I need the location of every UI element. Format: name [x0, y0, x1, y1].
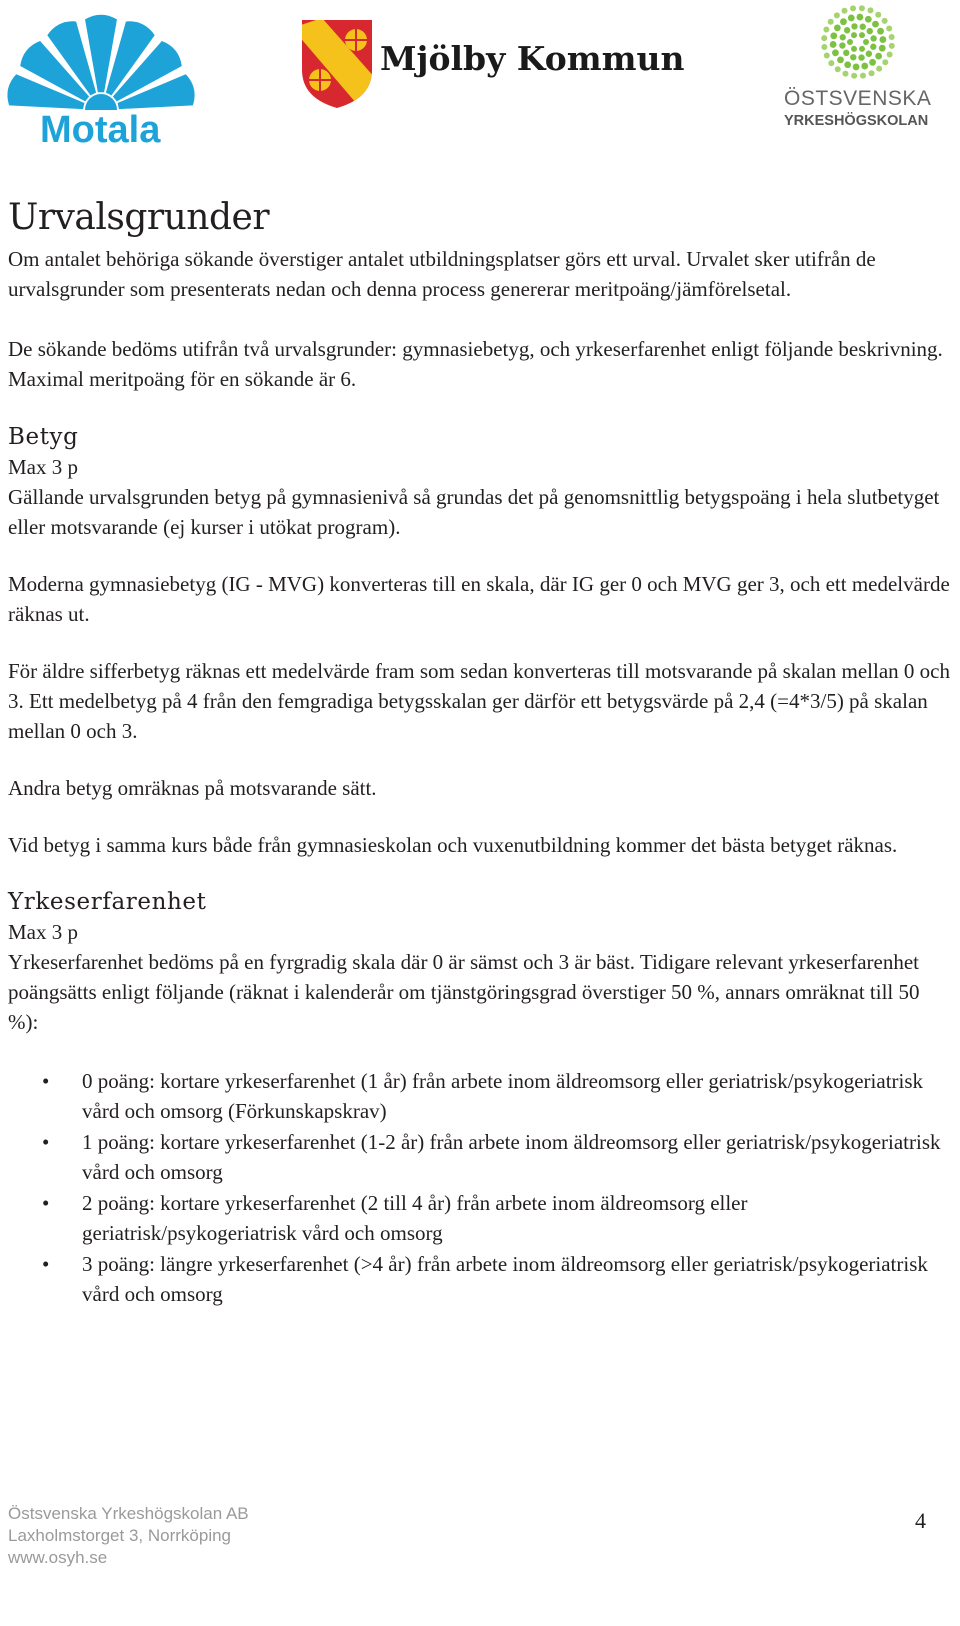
osyh-dot — [859, 46, 865, 52]
betyg-heading: Betyg — [8, 424, 79, 450]
osyh-dot — [840, 34, 846, 40]
osyh-dot — [882, 18, 888, 24]
osyh-dot — [866, 51, 872, 57]
list-item — [8, 1250, 953, 1309]
osyh-dot — [847, 39, 853, 45]
osyh-logo-line2: YRKESHÖGSKOLAN — [784, 113, 929, 129]
motala-fan-center — [85, 94, 117, 110]
mjolby-shield-icon — [292, 18, 384, 110]
mjolby-kommun-logo — [302, 18, 685, 110]
osyh-dot — [872, 21, 879, 28]
osyh-dot — [869, 59, 876, 66]
motala-logo — [6, 14, 196, 154]
osyh-dot — [886, 25, 892, 31]
osyh-dot — [824, 53, 830, 59]
osyh-dot — [843, 50, 849, 56]
bullet: • — [42, 1252, 50, 1276]
osyh-dot — [832, 49, 839, 56]
list-item-text: 3 poäng: längre yrkeserfarenhet (>4 år) från arbete inom äldreomsorg eller geriatrisk/psykogeriatrisk vård och omsorg — [82, 1252, 928, 1306]
osyh-logo-line1: ÖSTSVENSKA — [784, 87, 932, 110]
page-header — [0, 0, 960, 165]
betyg-paragraph-2: Moderna gymnasiebetyg (IG - MVG) konverteras till en skala, där IG ger 0 och MVG ger 3, och ett medelvärde räknas ut. — [8, 572, 950, 626]
osyh-dot — [828, 19, 834, 25]
osyh-dot — [823, 27, 829, 33]
osyh-dot — [848, 15, 855, 22]
osyh-dot — [860, 24, 866, 30]
osyh-dot — [834, 12, 840, 18]
osyh-dot — [830, 41, 837, 48]
osyh-dot — [851, 23, 857, 29]
osyh-dot — [851, 46, 857, 52]
osyh-dot — [858, 54, 864, 60]
bullet: • — [42, 1130, 50, 1154]
footer-website: www.osyh.se — [8, 1548, 108, 1567]
list-item-text: 0 poäng: kortare yrkeserfarenhet (1 år) från arbete inom äldreomsorg eller geriatrisk/psykogeriatrisk vård och omsorg (Förkunskapskrav) — [82, 1069, 924, 1123]
osyh-dot — [844, 61, 851, 68]
page-content — [8, 192, 953, 1311]
osyh-dot — [835, 66, 841, 72]
osyh-dot — [857, 14, 864, 21]
osyh-dot — [844, 27, 850, 33]
osyh-dot — [850, 5, 856, 11]
list-item — [8, 1067, 953, 1126]
osyh-dot — [821, 44, 827, 50]
osyh-dot — [843, 71, 849, 77]
osyh-dots-icon — [821, 5, 895, 79]
osyh-dot — [853, 64, 860, 71]
motala-logo-text: Motala — [40, 109, 161, 151]
osyh-dot — [882, 59, 888, 65]
osyh-dot — [889, 43, 895, 49]
osyh-dot — [867, 7, 873, 13]
yrke-description: Yrkeserfarenhet bedöms på en fyrgradig skala där 0 är sämst och 3 är bäst. Tidigare relevant yrkeserfarenhet poängsätts enligt följande (räknat i kalenderår om tjänstgöringsgrad överstiger 50 %, annars omräknat till 50 %): — [8, 950, 920, 1034]
yrke-points-list — [8, 1067, 953, 1309]
osyh-dot — [877, 28, 884, 35]
osyh-dot — [870, 44, 876, 50]
osyh-dot — [869, 70, 875, 76]
footer-address: Laxholmstorget 3, Norrköping — [8, 1526, 232, 1545]
osyh-dot — [834, 24, 841, 31]
osyh-dot — [876, 66, 882, 72]
osyh-dot — [870, 35, 876, 41]
osyh-dot — [859, 32, 865, 38]
yrke-heading: Yrkeserfarenhet — [8, 889, 207, 915]
osyh-dot — [839, 42, 845, 48]
osyh-dot — [830, 32, 837, 39]
page-title: Urvalsgrunder — [8, 197, 270, 238]
bullet: • — [42, 1069, 50, 1093]
betyg-paragraph-1: Gällande urvalsgrunden betyg på gymnasienivå så grundas det på genomsnittlig betygspoäng i hela slutbetyget eller motsvarande (ej kurser i utökat program). — [8, 485, 940, 539]
osyh-dot — [879, 36, 886, 43]
osyh-dot — [879, 45, 886, 52]
osyh-dot — [841, 8, 847, 14]
intro-paragraph-1: Om antalet behöriga sökande överstiger antalet utbildningsplatser görs ett urval. Urvalet sker utifrån de urvalsgrunder som presenterats nedan och denna process genererar meritpoäng/jämförelsetal. — [8, 247, 876, 301]
yrke-max: Max 3 p — [8, 920, 78, 944]
bullet: • — [42, 1191, 50, 1215]
list-item — [8, 1128, 953, 1187]
osyh-dot — [887, 51, 893, 57]
betyg-paragraph-5: Vid betyg i samma kurs både från gymnasieskolan och vuxenutbildning kommer det bästa betyget räknas. — [8, 833, 898, 857]
betyg-paragraph-4: Andra betyg omräknas på motsvarande sätt. — [8, 776, 377, 800]
osyh-dot — [875, 53, 882, 60]
osyh-dot — [851, 73, 857, 79]
betyg-paragraph-3: För äldre sifferbetyg räknas ett medelvärde fram som sedan konverteras till motsvarande på skalan mellan 0 och 3. Ett medelbetyg på 4 från den femgradiga betygsskalan ger därför ett betygsvärde på 2,4 (=4*3/5) på skalan mellan 0 och 3. — [8, 659, 950, 743]
osyh-dot — [863, 39, 869, 45]
mjolby-logo-text: Mjölby Kommun — [380, 39, 685, 78]
osyh-dot — [828, 60, 834, 66]
osyh-dot — [821, 35, 827, 41]
osyh-dot — [860, 73, 866, 79]
page-number: 4 — [915, 1508, 926, 1533]
betyg-max: Max 3 p — [8, 455, 78, 479]
list-item-text: 1 poäng: kortare yrkeserfarenhet (1-2 år) från arbete inom äldreomsorg eller geriatrisk/psykogeriatrisk vård och omsorg — [82, 1130, 941, 1184]
osyh-dot — [867, 28, 873, 34]
list-item-text: 2 poäng: kortare yrkeserfarenhet (2 till 4 år) från arbete inom äldreomsorg eller geriatrisk/psykogeriatrisk vård och omsorg — [82, 1191, 748, 1245]
osyh-logo — [784, 4, 960, 132]
osyh-dot — [865, 16, 872, 23]
footer-company: Östsvenska Yrkeshögskolan AB — [8, 1504, 249, 1523]
osyh-dot — [859, 5, 865, 11]
osyh-dot — [889, 34, 895, 40]
osyh-dot — [861, 63, 868, 70]
page-footer — [8, 1503, 249, 1569]
osyh-dot — [850, 54, 856, 60]
osyh-dot — [851, 32, 857, 38]
intro-paragraph-2: De sökande bedöms utifrån två urvalsgrunder: gymnasiebetyg, och yrkeserfarenhet enligt följande beskrivning. Maximal meritpoäng för en sökande är 6. — [8, 337, 943, 391]
osyh-dot — [840, 18, 847, 25]
osyh-dot — [837, 56, 844, 63]
osyh-dot — [875, 12, 881, 18]
list-item — [8, 1189, 953, 1248]
